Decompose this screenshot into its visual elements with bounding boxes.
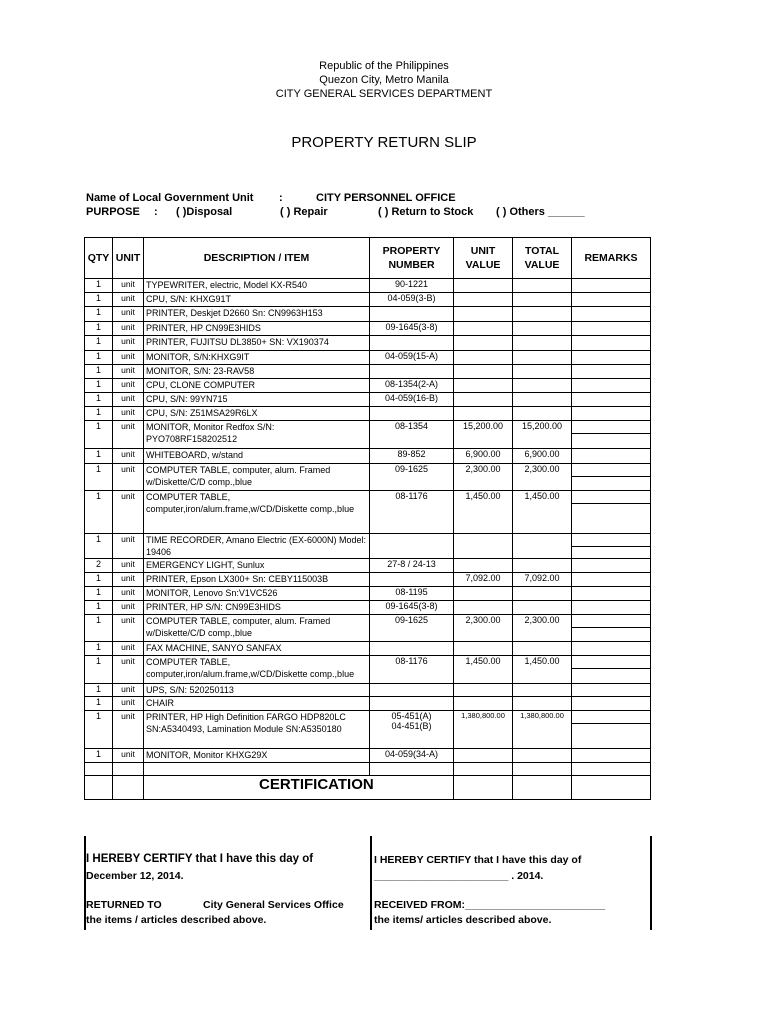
table-header-row [85, 238, 651, 279]
cell-property-number: 04-059(15-A) [370, 351, 454, 365]
cell-unit-value: 6,900.00 [454, 449, 513, 464]
cell-total-value [513, 642, 572, 656]
cell-total-value [513, 697, 572, 711]
cell-total-value: 15,200.00 [513, 421, 572, 449]
cell-property-number: 09-1625 [370, 615, 454, 642]
items-table [84, 237, 651, 800]
cell-qty: 1 [85, 573, 113, 587]
cell-unit: unit [113, 559, 144, 573]
cell-unit: unit [113, 601, 144, 615]
cell-unit: unit [113, 322, 144, 336]
cell-total-value: 6,900.00 [513, 449, 572, 464]
cell-qty: 1 [85, 534, 113, 559]
cell-unit: unit [113, 697, 144, 711]
cell-unit-value [454, 587, 513, 601]
cell-unit: unit [113, 684, 144, 697]
cell-qty: 1 [85, 379, 113, 393]
cell-unit: unit [113, 407, 144, 421]
cell-unit: unit [113, 464, 144, 491]
cell-property-number [370, 365, 454, 379]
col-header-property-number: PROPERTY NUMBER [370, 238, 454, 279]
cell-unit-value [454, 336, 513, 351]
table-row [85, 573, 651, 587]
cell-description: UPS, S/N: 520250113 [144, 684, 370, 697]
cell-unit: unit [113, 534, 144, 559]
cell-remarks[interactable] [572, 365, 651, 379]
cell-unit-value [454, 697, 513, 711]
cell-total-value [513, 293, 572, 307]
cell-unit: unit [113, 379, 144, 393]
cert-left-date: December 12, 2014. [86, 870, 184, 882]
cell-total-value: 1,380,800.00 [513, 711, 572, 749]
remarks-line [572, 491, 650, 504]
cell-total-value [513, 322, 572, 336]
cell-description: COMPUTER TABLE, computer,iron/alum.frame,w/CD/Diskette comp.,blue [144, 656, 370, 684]
cell-remarks[interactable] [572, 464, 651, 491]
cert-left-items: the items / articles described above. [86, 914, 267, 926]
cell-remarks[interactable] [572, 279, 651, 293]
cell-total-value: 1,450.00 [513, 656, 572, 684]
cert-right-border [650, 836, 652, 930]
cell-unit: unit [113, 573, 144, 587]
col-header-description: DESCRIPTION / ITEM [144, 238, 370, 279]
cell-description: CPU, CLONE COMPUTER [144, 379, 370, 393]
cert-right-date[interactable]: _______________________ . 2014. [374, 870, 544, 882]
cell-qty: 1 [85, 449, 113, 464]
cell-description: MONITOR, S/N:KHXG9IT [144, 351, 370, 365]
cell-property-number: 27-8 / 24-13 [370, 559, 454, 573]
cell-unit-value [454, 601, 513, 615]
cell-property-number: 08-1195 [370, 587, 454, 601]
cell-property-number: 09-1645(3-8) [370, 601, 454, 615]
certification-heading: CERTIFICATION [259, 776, 374, 793]
cell-unit: unit [113, 307, 144, 322]
cell-property-number: 08-1354 [370, 421, 454, 449]
cell-qty: 1 [85, 464, 113, 491]
cell-remarks[interactable] [572, 642, 651, 656]
remarks-line [572, 464, 650, 477]
cell-remarks[interactable] [572, 749, 651, 763]
cell-description: TIME RECORDER, Amano Electric (EX-6000N) Model: 19406 [144, 534, 370, 559]
cell-total-value: 1,450.00 [513, 491, 572, 534]
cell-description: CPU, S/N: 99YN715 [144, 393, 370, 407]
cell-unit-value [454, 393, 513, 407]
cell-property-number: 09-1625 [370, 464, 454, 491]
cell-property-number [370, 336, 454, 351]
cell-description: MONITOR, Monitor KHXG29X [144, 749, 370, 763]
lgu-label: Name of Local Government Unit [86, 192, 254, 204]
cell-qty: 1 [85, 336, 113, 351]
cell-qty: 1 [85, 279, 113, 293]
table-row [85, 697, 651, 711]
cell-remarks[interactable] [572, 615, 651, 642]
cell-remarks[interactable] [572, 336, 651, 351]
remarks-line [572, 421, 650, 434]
cell-unit-value [454, 279, 513, 293]
purpose-label: PURPOSE [86, 206, 140, 218]
cell-unit-value [454, 534, 513, 559]
cell-unit-value: 2,300.00 [454, 464, 513, 491]
cell-unit: unit [113, 615, 144, 642]
table-row [85, 307, 651, 322]
cell-total-value [513, 393, 572, 407]
cell-remarks[interactable] [572, 491, 651, 534]
cell-description: EMERGENCY LIGHT, Sunlux [144, 559, 370, 573]
cell-property-number [370, 684, 454, 697]
purpose-repair-option[interactable]: ( ) Repair [280, 206, 328, 218]
cell-description: PRINTER, HP High Definition FARGO HDP820LC SN:A5340493, Lamination Module SN:A5350180 [144, 711, 370, 749]
cell-qty: 1 [85, 684, 113, 697]
cell-remarks[interactable] [572, 711, 651, 749]
cell-description: PRINTER, FUJITSU DL3850+ SN: VX190374 [144, 336, 370, 351]
cell-property-number: 04-059(16-B) [370, 393, 454, 407]
cell-description: COMPUTER TABLE, computer, alum. Framed w/Diskette/C/D comp.,blue [144, 615, 370, 642]
cell-total-value [513, 601, 572, 615]
cell-total-value [513, 587, 572, 601]
cell-qty: 1 [85, 601, 113, 615]
cell-remarks[interactable] [572, 351, 651, 365]
cell-unit-value: 7,092.00 [454, 573, 513, 587]
table-row [85, 749, 651, 763]
cell-qty: 1 [85, 421, 113, 449]
cell-remarks[interactable] [572, 559, 651, 573]
cell-unit-value [454, 322, 513, 336]
cell-description: MONITOR, S/N: 23-RAV58 [144, 365, 370, 379]
remarks-line [572, 711, 650, 724]
table-row [85, 379, 651, 393]
table-row [85, 421, 651, 449]
cell-remarks[interactable] [572, 684, 651, 697]
cell-qty: 1 [85, 656, 113, 684]
cell-total-value [513, 336, 572, 351]
cell-qty: 1 [85, 587, 113, 601]
cell-qty: 1 [85, 407, 113, 421]
blank-row [85, 763, 651, 776]
cell-unit: unit [113, 279, 144, 293]
col-header-remarks: REMARKS [572, 238, 651, 279]
cell-unit-value: 15,200.00 [454, 421, 513, 449]
col-header-unit: UNIT [113, 238, 144, 279]
cell-description: CPU, S/N: KHXG91T [144, 293, 370, 307]
cell-unit: unit [113, 449, 144, 464]
cell-unit: unit [113, 393, 144, 407]
cell-qty: 1 [85, 711, 113, 749]
purpose-disposal-option[interactable]: ( )Disposal [176, 206, 233, 218]
cell-remarks[interactable] [572, 573, 651, 587]
cell-unit: unit [113, 293, 144, 307]
col-header-total-value: TOTAL VALUE [513, 238, 572, 279]
cell-remarks[interactable] [572, 379, 651, 393]
cell-description: CPU, S/N: Z51MSA29R6LX [144, 407, 370, 421]
table-row [85, 587, 651, 601]
cert-right-items: the items/ articles described above. [374, 914, 552, 926]
lgu-value: CITY PERSONNEL OFFICE [316, 192, 456, 204]
purpose-colon: : [154, 206, 158, 218]
items-table-body [85, 279, 651, 763]
cell-qty: 1 [85, 393, 113, 407]
table-row [85, 656, 651, 684]
cell-remarks[interactable] [572, 307, 651, 322]
table-row [85, 615, 651, 642]
cell-qty: 1 [85, 322, 113, 336]
cell-property-number [370, 573, 454, 587]
cell-unit-value [454, 642, 513, 656]
cell-total-value [513, 307, 572, 322]
cell-property-number [370, 642, 454, 656]
cell-remarks[interactable] [572, 293, 651, 307]
table-row [85, 322, 651, 336]
cell-qty: 1 [85, 293, 113, 307]
cell-remarks[interactable] [572, 697, 651, 711]
cell-total-value: 2,300.00 [513, 615, 572, 642]
purpose-return-option[interactable]: ( ) Return to Stock [378, 206, 474, 218]
cell-qty: 1 [85, 351, 113, 365]
cell-unit-value [454, 379, 513, 393]
cert-right-line1: I HEREBY CERTIFY that I have this day of [374, 854, 582, 866]
cell-unit-value [454, 351, 513, 365]
cell-property-number: 08-1176 [370, 656, 454, 684]
table-row [85, 336, 651, 351]
table-row [85, 534, 651, 559]
cell-description: PRINTER, Epson LX300+ Sn: CEBY115003B [144, 573, 370, 587]
certification-row [85, 776, 651, 800]
cell-remarks[interactable] [572, 534, 651, 559]
cell-property-number: 90-1221 [370, 279, 454, 293]
cell-description: COMPUTER TABLE, computer,iron/alum.frame,w/CD/Diskette comp.,blue [144, 491, 370, 534]
cell-unit: unit [113, 365, 144, 379]
cell-total-value: 2,300.00 [513, 464, 572, 491]
cell-remarks[interactable] [572, 601, 651, 615]
cell-property-number [370, 534, 454, 559]
cell-description: PRINTER, HP CN99E3HIDS [144, 322, 370, 336]
cell-unit-value [454, 307, 513, 322]
cell-qty: 1 [85, 615, 113, 642]
cell-qty: 1 [85, 365, 113, 379]
cell-unit-value [454, 684, 513, 697]
table-row [85, 601, 651, 615]
cell-remarks[interactable] [572, 407, 651, 421]
cell-description: FAX MACHINE, SANYO SANFAX [144, 642, 370, 656]
table-row [85, 449, 651, 464]
cell-property-number: 08-1176 [370, 491, 454, 534]
cell-total-value [513, 534, 572, 559]
cell-property-number: 05-451(A) 04-451(B) [370, 711, 454, 749]
page-title: PROPERTY RETURN SLIP [291, 134, 477, 151]
cell-qty: 1 [85, 491, 113, 534]
table-row [85, 684, 651, 697]
table-row [85, 464, 651, 491]
cell-unit-value [454, 559, 513, 573]
remarks-line [572, 534, 650, 547]
cert-right-received-from[interactable]: RECEIVED FROM:________________________ [374, 899, 606, 911]
cell-total-value [513, 684, 572, 697]
table-row [85, 351, 651, 365]
cell-unit-value [454, 293, 513, 307]
cell-unit-value: 1,450.00 [454, 491, 513, 534]
cell-unit: unit [113, 656, 144, 684]
cell-remarks[interactable] [572, 421, 651, 449]
cell-property-number [370, 407, 454, 421]
cell-qty: 2 [85, 559, 113, 573]
cell-unit: unit [113, 336, 144, 351]
cell-qty: 1 [85, 642, 113, 656]
table-row [85, 407, 651, 421]
cell-total-value: 7,092.00 [513, 573, 572, 587]
cell-property-number [370, 697, 454, 711]
cell-unit: unit [113, 642, 144, 656]
cell-total-value [513, 559, 572, 573]
cell-property-number: 09-1645(3-8) [370, 322, 454, 336]
cell-unit-value: 2,300.00 [454, 615, 513, 642]
cell-unit: unit [113, 711, 144, 749]
cell-property-number [370, 307, 454, 322]
cell-unit: unit [113, 421, 144, 449]
cell-property-number: 89-852 [370, 449, 454, 464]
cell-description: MONITOR, Lenovo Sn:V1VC526 [144, 587, 370, 601]
cell-total-value [513, 365, 572, 379]
header-city: Quezon City, Metro Manila [319, 74, 449, 86]
cell-unit-value: 1,380,800.00 [454, 711, 513, 749]
cell-property-number: 08-1354(2-A) [370, 379, 454, 393]
cell-remarks[interactable] [572, 322, 651, 336]
table-row [85, 365, 651, 379]
cell-unit-value [454, 407, 513, 421]
cell-remarks[interactable] [572, 449, 651, 464]
cell-total-value [513, 279, 572, 293]
cell-unit: unit [113, 491, 144, 534]
header-department: CITY GENERAL SERVICES DEPARTMENT [275, 88, 493, 100]
table-row [85, 393, 651, 407]
col-header-qty: QTY [85, 238, 113, 279]
cell-description: CHAIR [144, 697, 370, 711]
col-header-unit-value: UNIT VALUE [454, 238, 513, 279]
cert-left-line1: I HEREBY CERTIFY that I have this day of [86, 853, 314, 865]
cell-unit-value [454, 749, 513, 763]
cell-total-value [513, 407, 572, 421]
cell-remarks[interactable] [572, 587, 651, 601]
cell-total-value [513, 379, 572, 393]
purpose-others-option[interactable]: ( ) Others ______ [496, 206, 585, 218]
cell-total-value [513, 749, 572, 763]
cell-unit: unit [113, 749, 144, 763]
cell-description: TYPEWRITER, electric, Model KX-R540 [144, 279, 370, 293]
cell-qty: 1 [85, 749, 113, 763]
cert-divider [370, 836, 372, 930]
table-row [85, 559, 651, 573]
cert-left-returned-label: RETURNED TO [86, 899, 162, 911]
cell-description: WHITEBOARD, w/stand [144, 449, 370, 464]
remarks-line [572, 656, 650, 669]
cell-remarks[interactable] [572, 393, 651, 407]
cell-unit-value: 1,450.00 [454, 656, 513, 684]
table-row [85, 642, 651, 656]
cell-description: COMPUTER TABLE, computer, alum. Framed w/Diskette/C/D comp.,blue [144, 464, 370, 491]
table-row [85, 491, 651, 534]
cell-unit-value [454, 365, 513, 379]
cell-qty: 1 [85, 697, 113, 711]
table-row [85, 279, 651, 293]
table-row [85, 711, 651, 749]
cell-remarks[interactable] [572, 656, 651, 684]
cell-unit: unit [113, 587, 144, 601]
cell-unit: unit [113, 351, 144, 365]
cert-left-returned-value: City General Services Office [203, 899, 344, 911]
cell-description: PRINTER, Deskjet D2660 Sn: CN9963H153 [144, 307, 370, 322]
cell-total-value [513, 351, 572, 365]
lgu-colon: : [279, 192, 283, 204]
cell-property-number: 04-059(3-B) [370, 293, 454, 307]
table-row [85, 293, 651, 307]
header-republic: Republic of the Philippines [319, 60, 449, 72]
cell-qty: 1 [85, 307, 113, 322]
cell-description: PRINTER, HP S/N: CN99E3HIDS [144, 601, 370, 615]
cell-description: MONITOR, Monitor Redfox S/N: PYO708RF158202512 [144, 421, 370, 449]
remarks-line [572, 615, 650, 628]
cell-property-number: 04-059(34-A) [370, 749, 454, 763]
